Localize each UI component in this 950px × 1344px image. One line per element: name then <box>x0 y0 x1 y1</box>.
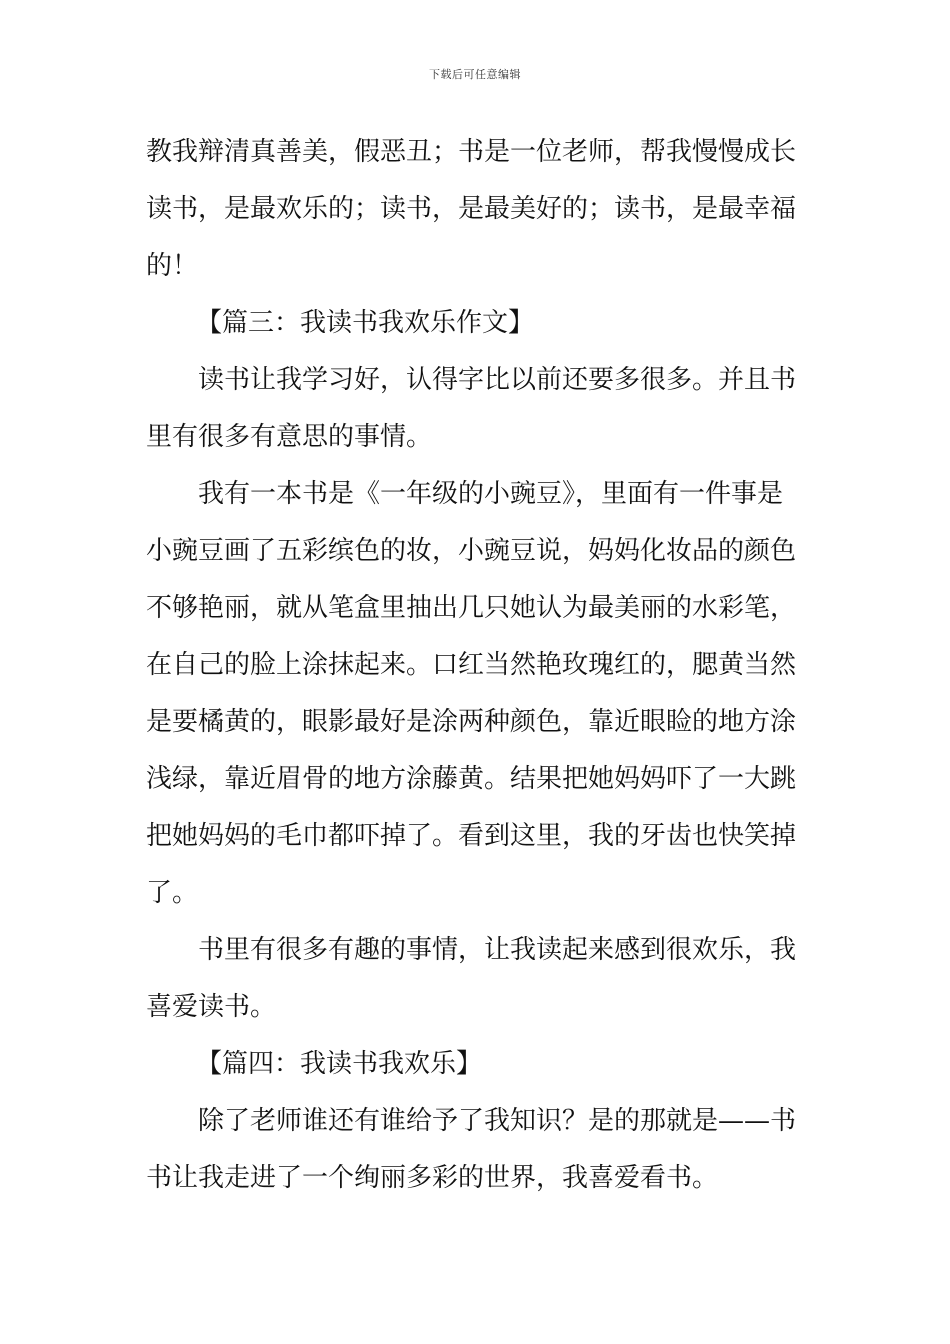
text-line: 不够艳丽，就从笔盒里抽出几只她认为最美丽的水彩笔， <box>146 593 797 623</box>
section-heading: 【篇四：我读书我欢乐】 <box>196 1049 483 1079</box>
text-line: 里有很多有意思的事情。 <box>146 422 433 452</box>
text-line: 把她妈妈的毛巾都吓掉了。看到这里，我的牙齿也快笑掉 <box>146 821 797 851</box>
paragraph-first-line: 除了老师谁还有谁给予了我知识？是的那就是——书 <box>198 1106 797 1136</box>
text-line: 喜爱读书。 <box>146 992 277 1022</box>
page-header-note: 下载后可任意编辑 <box>429 68 521 81</box>
paragraph-first-line: 读书让我学习好，认得字比以前还要多很多。并且书 <box>198 365 797 395</box>
paragraph-first-line: 书里有很多有趣的事情，让我读起来感到很欢乐，我 <box>198 935 797 965</box>
paragraph-first-line: 我有一本书是《一年级的小豌豆》，里面有一件事是 <box>198 479 784 509</box>
text-line: 的！ <box>146 251 199 281</box>
text-line: 是要橘黄的，眼影最好是涂两种颜色，靠近眼睑的地方涂 <box>146 707 797 737</box>
section-heading: 【篇三：我读书我欢乐作文】 <box>196 308 535 338</box>
text-line: 浅绿，靠近眉骨的地方涂藤黄。结果把她妈妈吓了一大跳 <box>146 764 797 794</box>
text-line: 在自己的脸上涂抹起来。口红当然艳玫瑰红的，腮黄当然 <box>146 650 797 680</box>
text-line: 小豌豆画了五彩缤色的妆，小豌豆说，妈妈化妆品的颜色 <box>146 536 797 566</box>
text-line: 读书，是最欢乐的；读书，是最美好的；读书，是最幸福 <box>146 194 797 224</box>
text-line: 教我辩清真善美，假恶丑；书是一位老师，帮我慢慢成长 <box>146 137 797 167</box>
text-line: 了。 <box>146 878 199 908</box>
text-line: 书让我走进了一个绚丽多彩的世界，我喜爱看书。 <box>146 1163 719 1193</box>
